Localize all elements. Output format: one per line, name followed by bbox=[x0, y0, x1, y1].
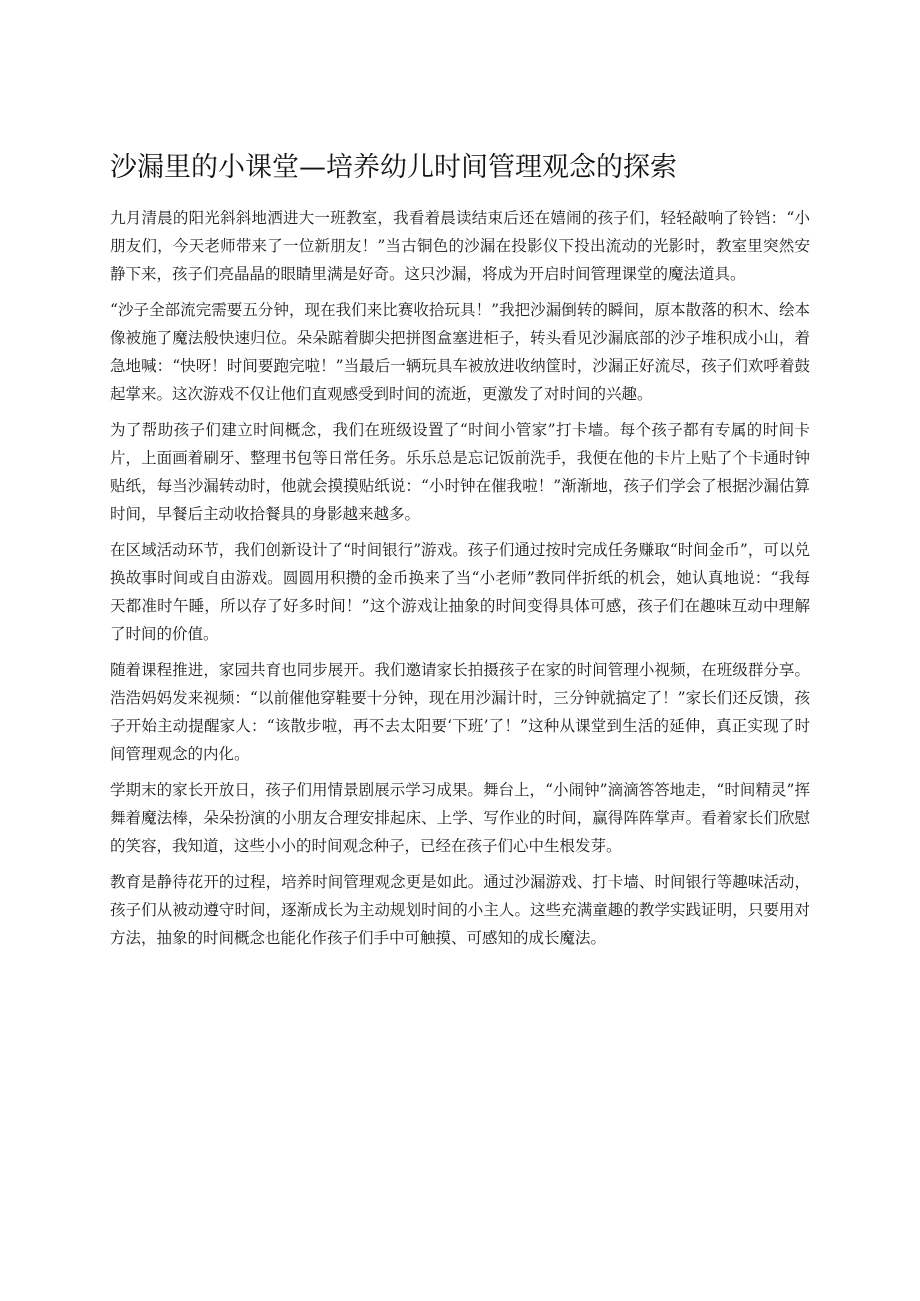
article-body bbox=[110, 204, 810, 960]
paragraph-2: “沙子全部流完需要五分钟，现在我们来比赛收拾玩具！”我把沙漏倒转的瞬间，原本散落的积木、绘本像被施了魔法般快速归位。朵朵踮着脚尖把拼图盒塞进柜子，转头看见沙漏底部的沙子堆积成小山，着急地喊：“快呀！时间要跑完啦！”当最后一辆玩具车被放进收纳筐时，沙漏正好流尽，孩子们欢呼着鼓起掌来。这次游戏不仅让他们直观感受到时间的流逝，更激发了对时间的兴趣。 bbox=[110, 301, 810, 403]
paragraph-4: 在区域活动环节，我们创新设计了“时间银行”游戏。孩子们通过按时完成任务赚取“时间金币”，可以兑换故事时间或自由游戏。圆圆用积攒的金币换来了当“小老师”教同伴折纸的机会，她认真地说：“我每天都准时午睡，所以存了好多时间！”这个游戏让抽象的时间变得具体可感，孩子们在趣味互动中理解了时间的价值。 bbox=[110, 541, 810, 643]
paragraph-3: 为了帮助孩子们建立时间概念，我们在班级设置了“时间小管家”打卡墙。每个孩子都有专属的时间卡片，上面画着刷牙、整理书包等日常任务。乐乐总是忘记饭前洗手，我便在他的卡片上贴了个卡通时钟贴纸，每当沙漏转动时，他就会摸摸贴纸说：“小时钟在催我啦！”渐渐地，孩子们学会了根据沙漏估算时间，早餐后主动收拾餐具的身影越来越多。 bbox=[110, 421, 810, 523]
paragraph-7: 教育是静待花开的过程，培养时间管理观念更是如此。通过沙漏游戏、打卡墙、时间银行等趣味活动，孩子们从被动遵守时间，逐渐成长为主动规划时间的小主人。这些充满童趣的教学实践证明，只要用对方法，抽象的时间概念也能化作孩子们手中可触摸、可感知的成长魔法。 bbox=[110, 873, 810, 947]
paragraph-1: 九月清晨的阳光斜斜地洒进大一班教室，我看着晨读结束后还在嬉闹的孩子们，轻轻敲响了铃铛：“小朋友们，今天老师带来了一位新朋友！”当古铜色的沙漏在投影仪下投出流动的光影时，教室里突然安静下来，孩子们亮晶晶的眼睛里满是好奇。这只沙漏，将成为开启时间管理课堂的魔法道具。 bbox=[110, 209, 810, 283]
article-title: 沙漏里的小课堂—培养幼儿时间管理观念的探索 bbox=[110, 152, 677, 183]
paragraph-5: 随着课程推进，家园共育也同步展开。我们邀请家长拍摄孩子在家的时间管理小视频，在班级群分享。浩浩妈妈发来视频：“以前催他穿鞋要十分钟，现在用沙漏计时，三分钟就搞定了！”家长们还反馈，孩子开始主动提醒家人：“该散步啦，再不去太阳要‘下班’了！”这种从课堂到生活的延伸，真正实现了时间管理观念的内化。 bbox=[110, 661, 810, 763]
paragraph-6: 学期末的家长开放日，孩子们用情景剧展示学习成果。舞台上，“小闹钟”滴滴答答地走，“时间精灵”挥舞着魔法棒，朵朵扮演的小朋友合理安排起床、上学、写作业的时间，赢得阵阵掌声。看着家长们欣慰的笑容，我知道，这些小小的时间观念种子，已经在孩子们心中生根发芽。 bbox=[110, 781, 810, 855]
